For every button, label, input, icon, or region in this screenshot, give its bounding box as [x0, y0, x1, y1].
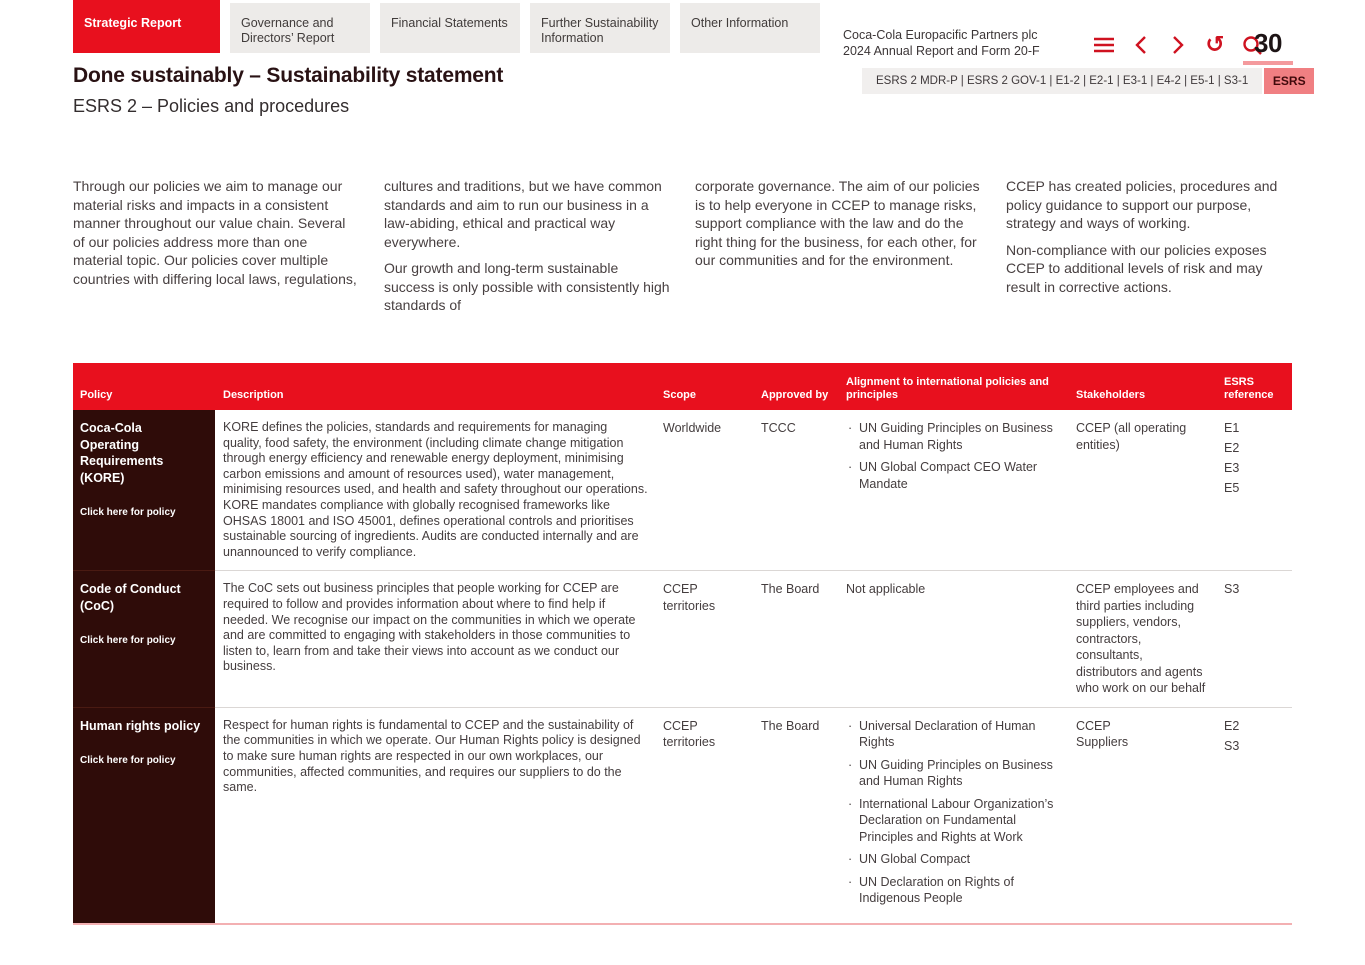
alignment-cell [838, 708, 1068, 923]
stakeholder-line: CCEP (all operating entities) [1076, 421, 1187, 452]
bullet-dot: · [848, 718, 853, 733]
stakeholder-line: CCEP [1076, 718, 1111, 733]
bullet-text: Universal Declaration of Human Rights [859, 718, 1036, 750]
menu-icon[interactable] [1092, 33, 1116, 57]
bullet-text: International Labour Organization’s Declaration on Fundamental Principles and Rights at Work [859, 796, 1054, 844]
column-header-policy: Policy [80, 389, 113, 401]
undo-icon[interactable]: ↺ [1205, 32, 1225, 58]
scope-cell: Worldwide [663, 421, 722, 435]
policy-table-body [73, 410, 1292, 923]
bullet-text: UN Global Compact CEO Water Mandate [859, 460, 1038, 491]
column-header-esrs-reference: ESRS reference [1224, 376, 1274, 401]
alignment-text: Not applicable [846, 582, 926, 597]
alignment-bullet-item [846, 757, 1058, 790]
tab-further-sustainability-information[interactable]: Further Sustainability Information [530, 3, 670, 53]
policy-cell [73, 708, 215, 923]
title-block [73, 64, 503, 117]
tab-strategic-report[interactable]: Strategic Report [73, 0, 220, 53]
scope-cell: CCEP territories [663, 718, 716, 750]
approved-by-cell: The Board [761, 718, 820, 733]
report-name: 2024 Annual Report and Form 20-F [843, 44, 1040, 58]
chevron-left-icon[interactable] [1129, 33, 1153, 57]
column-header-scope: Scope [663, 389, 697, 401]
bullet-dot: · [848, 874, 853, 889]
bullet-dot: · [848, 757, 853, 772]
esrs-reference-value: E1 [1224, 421, 1240, 435]
esrs-reference-value: S3 [1224, 582, 1240, 597]
column-header-approved-by: Approved by [761, 389, 829, 401]
tab-governance-directors-report[interactable]: Governance and Directors’ Report [230, 3, 370, 53]
intro-columns [73, 177, 1292, 323]
table-row [73, 707, 1292, 923]
alignment-bullet-item [846, 420, 1058, 453]
esrs-reference-value: E2 [1224, 441, 1240, 455]
policy-name: Coca-Cola Operating Requirements (KORE) [80, 421, 164, 485]
alignment-bullet-item [846, 459, 1058, 492]
bullet-dot: · [848, 460, 853, 474]
page-number [1243, 28, 1293, 65]
policy-cell [73, 571, 215, 707]
intro-column [695, 177, 981, 323]
stakeholders-cell [1068, 708, 1216, 923]
alignment-bullet-item [846, 874, 1058, 907]
company-name: Coca-Cola Europacific Partners plc [843, 28, 1038, 42]
policy-link-click-here[interactable]: Click here for policy [80, 507, 176, 518]
page-title: Done sustainably – Sustainability statement [73, 64, 504, 87]
stakeholder-line: Suppliers [1076, 735, 1129, 750]
policy-link-click-here[interactable]: Click here for policy [80, 755, 176, 767]
tab-financial-statements[interactable]: Financial Statements [380, 3, 520, 53]
description-cell: Respect for human rights is fundamental to CCEP and the sustainability of the communities in which we operate. Our Human Rights policy is designed to make sure human rights are respected in our own workplaces, our communities, affected communities, and requires our suppliers to do the same. [223, 717, 641, 795]
bullet-text: UN Declaration on Rights of Indigenous People [859, 874, 1014, 906]
table-row [73, 410, 1292, 570]
policy-link-click-here[interactable]: Click here for policy [80, 635, 176, 647]
policies-table [73, 363, 1292, 925]
esrs-reference-bar [862, 68, 1314, 94]
esrs-reference-value: E3 [1224, 461, 1240, 475]
description-cell: The CoC sets out business principles that people working for CCEP are required to follow and provides information about where to find help if needed. We recognise our impact on the communities in which we operate and are committed to engaging with stakeholders in those communities to listen to, learn from and take their views into account as we conduct our business. [223, 581, 636, 674]
alignment-bullet-item [846, 796, 1058, 846]
column-header-alignment: Alignment to international policies and principles [846, 376, 1049, 401]
intro-paragraph: Through our policies we aim to manage our material risks and impacts in a consistent manner throughout our value chain. Several of our policies address more than one material topic. Our policies cover multiple countries with differing local laws, regulations, [73, 178, 357, 287]
report-section-tabs [73, 3, 820, 53]
alignment-cell [838, 410, 1068, 570]
chevron-right-icon[interactable] [1166, 33, 1190, 57]
stakeholder-line: CCEP employees and third parties including suppliers, vendors, contractors, consultants, distributors and agents who work on our behalf [1076, 582, 1206, 696]
esrs-reference-value: E2 [1224, 718, 1240, 733]
page-subtitle: ESRS 2 – Policies and procedures [73, 96, 350, 116]
alignment-bullet-item [846, 851, 1058, 868]
table-row [73, 570, 1292, 707]
intro-paragraph: corporate governance. The aim of our policies is to help everyone in CCEP to manage risks, support compliance with the law and do the right thing for the business, for each other, for our communities and for the environment. [695, 178, 980, 268]
table-header-row [73, 363, 1292, 410]
stakeholders-cell [1068, 571, 1216, 707]
viewer-toolbar [1092, 33, 1264, 57]
bullet-dot: · [848, 421, 853, 435]
policy-cell [73, 410, 215, 570]
esrs-reference-value: E5 [1224, 481, 1240, 495]
intro-column [1006, 177, 1292, 323]
bullet-text: UN Guiding Principles on Business and Human Rights [859, 421, 1053, 452]
esrs-reference-cell [1216, 571, 1292, 707]
esrs-badge: ESRS [1264, 68, 1314, 94]
column-header-stakeholders: Stakeholders [1076, 389, 1146, 401]
intro-column [384, 177, 670, 323]
intro-paragraph: Non-compliance with our policies exposes CCEP to additional levels of risk and may result in corrective actions. [1006, 241, 1267, 295]
policy-name: Code of Conduct (CoC) [80, 582, 181, 613]
report-brand-text [843, 27, 1040, 59]
bullet-text: UN Guiding Principles on Business and Human Rights [859, 757, 1053, 789]
policy-name: Human rights policy [80, 718, 201, 733]
description-cell: KORE defines the policies, standards and requirements for managing quality, food safety, the environment (including climate change mitigation through energy efficiency and renewable energy deployment, minimising carbon emissions and amount of resources used), water management, minimising resources used, and health and safety throughout our operations. KORE mandates compliance with globally recognised frameworks like OHSAS 18001 and ISO 45001, defines operational controls and prioritises sustainable sourcing of ingredients. Audits are conducted internally and are unannounced to verify compliance. [223, 420, 648, 559]
esrs-reference-cell [1216, 708, 1292, 923]
tab-other-information[interactable]: Other Information [680, 3, 820, 53]
intro-paragraph: cultures and traditions, but we have common standards and aim to run our business in a law-abiding, ethical and practical way everywhere. [384, 178, 662, 250]
page-number-underline [1243, 61, 1293, 65]
page-number-value: 30 [1254, 28, 1282, 58]
alignment-cell [838, 571, 1068, 707]
esrs-reference-codes: ESRS 2 MDR-P | ESRS 2 GOV-1 | E1-2 | E2-1 | E3-1 | E4-2 | E5-1 | S3-1 [862, 68, 1262, 94]
bullet-text: UN Global Compact [859, 852, 971, 867]
column-header-description: Description [223, 389, 284, 401]
bullet-dot: · [848, 796, 853, 811]
intro-paragraph: CCEP has created policies, procedures and policy guidance to support our purpose, strategy and ways of working. [1006, 178, 1278, 231]
approved-by-cell: TCCC [761, 421, 796, 435]
esrs-reference-value: S3 [1224, 738, 1240, 753]
intro-column [73, 177, 359, 323]
esrs-reference-cell [1216, 410, 1292, 570]
stakeholders-cell [1068, 410, 1216, 570]
intro-paragraph: Our growth and long-term sustainable success is only possible with consistently high standards of [384, 260, 670, 313]
approved-by-cell: The Board [761, 582, 820, 597]
scope-cell: CCEP territories [663, 582, 716, 613]
bullet-dot: · [848, 852, 853, 867]
alignment-bullet-item [846, 718, 1058, 751]
